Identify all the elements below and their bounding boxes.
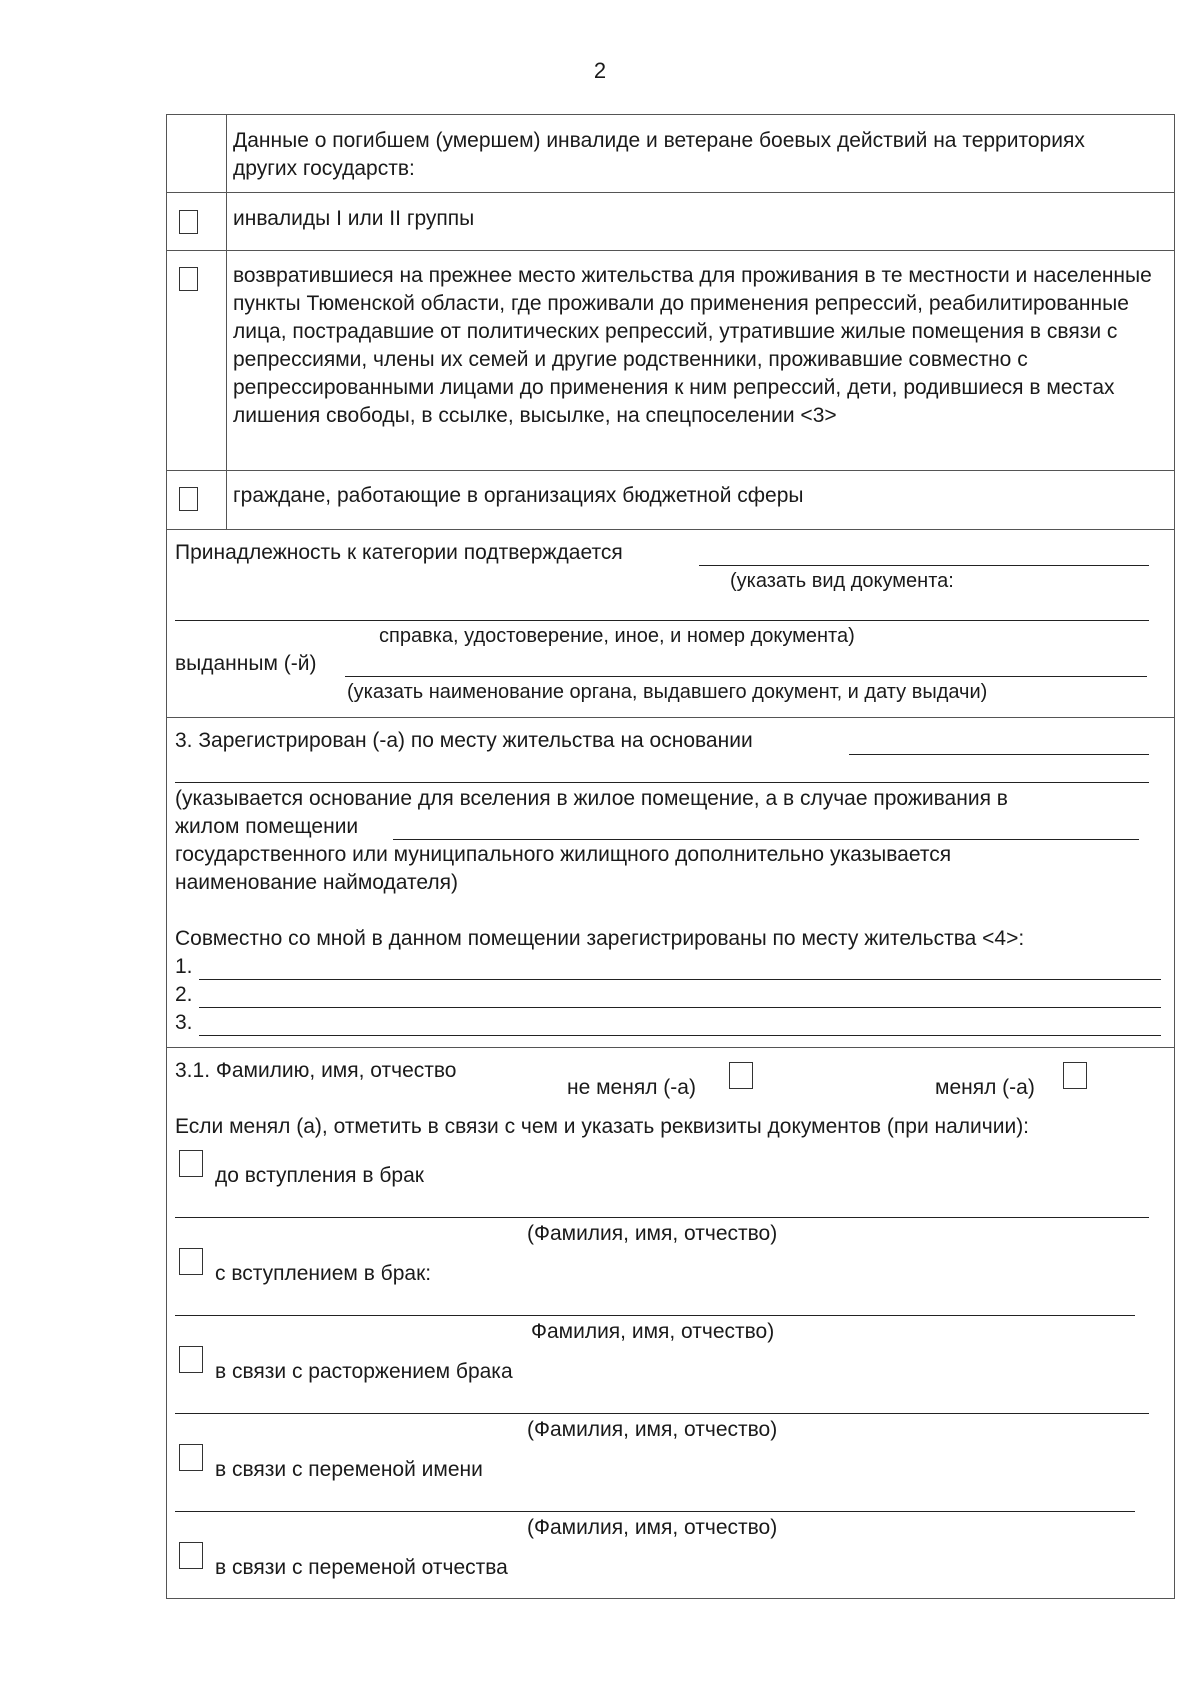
divorce-checkbox[interactable] (179, 1346, 203, 1373)
registration-hint-4: наименование наймодателя) (175, 871, 458, 894)
category-1-checkbox[interactable] (179, 210, 198, 234)
divorce-name-field[interactable] (175, 1413, 1149, 1414)
divorce-label: в связи с расторжением брака (215, 1360, 513, 1383)
confirmation-label: Принадлежность к категории подтверждается (175, 541, 623, 564)
category-3-checkbox[interactable] (179, 487, 198, 511)
document-type-field[interactable] (699, 565, 1149, 566)
issued-by-field[interactable] (345, 676, 1147, 677)
cohabitant-field-1[interactable] (199, 979, 1161, 980)
category-2-checkbox[interactable] (179, 267, 198, 291)
section-divider (167, 1047, 1174, 1048)
name-change-reason-hint: (Фамилия, имя, отчество) (527, 1516, 778, 1539)
before-marriage-label: до вступления в брак (215, 1164, 424, 1187)
registration-basis-field-2[interactable] (175, 782, 1149, 783)
page-number: 2 (593, 58, 607, 83)
name-change-name-field[interactable] (175, 1511, 1135, 1512)
marriage-checkbox[interactable] (179, 1248, 203, 1275)
name-change-instruction: Если менял (а), отметить в связи с чем и указать реквизиты документов (при наличии): (175, 1115, 1030, 1138)
before-marriage-hint: (Фамилия, имя, отчество) (527, 1222, 778, 1245)
name-change-label: 3.1. Фамилию, имя, отчество (175, 1059, 457, 1082)
category-1-label: инвалиды I или II группы (233, 207, 475, 230)
changed-label: менял (-а) (935, 1076, 1035, 1099)
marriage-label: с вступлением в брак: (215, 1262, 432, 1285)
row-divider (167, 529, 1174, 530)
cohabitants-label: Совместно со мной в данном помещении зарегистрированы по месту жительства <4>: (175, 927, 1025, 950)
landlord-field[interactable] (393, 839, 1139, 840)
registration-basis-field[interactable] (849, 754, 1149, 755)
not-changed-label: не менял (-а) (567, 1076, 696, 1099)
marriage-name-field[interactable] (175, 1315, 1135, 1316)
cohabitant-number-2: 2. (175, 983, 193, 1006)
cohabitant-field-2[interactable] (199, 1007, 1161, 1008)
row-divider (167, 192, 1174, 193)
not-changed-checkbox[interactable] (729, 1062, 753, 1089)
row-divider (167, 470, 1174, 471)
checkbox-column-divider (226, 115, 227, 529)
before-marriage-name-field[interactable] (175, 1217, 1149, 1218)
before-marriage-checkbox[interactable] (179, 1150, 203, 1177)
registration-hint-2: жилом помещении (175, 815, 359, 838)
changed-checkbox[interactable] (1063, 1062, 1087, 1089)
divorce-hint: (Фамилия, имя, отчество) (527, 1418, 778, 1441)
document-number-field[interactable] (175, 620, 1149, 621)
cohabitant-number-3: 3. (175, 1011, 193, 1034)
document-type-hint: (указать вид документа: (730, 570, 954, 592)
name-change-checkbox[interactable] (179, 1444, 203, 1471)
category-3-label: граждане, работающие в организациях бюджетной сферы (233, 484, 804, 507)
category-2-label: возвратившиеся на прежнее место жительства для проживания в те местности и населенные пункты Тюменской области, где проживали до применения репрессий, реабилитированные лица, пострадавшие от политических репрессий, утратившие жилые помещения в связи с репрессиями, члены их семей и другие родственники, проживавшие совместно с репрессированными лицами до применения к ним репрессий, дети, родившиеся в местах лишения свободы, в ссылке, высылке, на спецпоселении <3> (233, 264, 1152, 427)
patronymic-change-label: в связи с переменой отчества (215, 1556, 508, 1579)
document-number-hint: справка, удостоверение, иное, и номер документа) (379, 625, 855, 647)
patronymic-change-checkbox[interactable] (179, 1542, 203, 1569)
registration-label: 3. Зарегистрирован (-а) по месту жительства на основании (175, 729, 753, 752)
cohabitant-number-1: 1. (175, 955, 193, 978)
application-form-table (166, 114, 1175, 1599)
row-header-text: Данные о погибшем (умершем) инвалиде и ветеране боевых действий на территориях других государств: (233, 129, 1085, 180)
section-divider (167, 717, 1174, 718)
row-divider (167, 250, 1174, 251)
issued-by-hint: (указать наименование органа, выдавшего документ, и дату выдачи) (347, 681, 988, 703)
registration-hint-1: (указывается основание для вселения в жилое помещение, а в случае проживания в (175, 787, 1008, 810)
name-change-reason-label: в связи с переменой имени (215, 1458, 483, 1481)
marriage-hint: Фамилия, имя, отчество) (531, 1320, 775, 1343)
registration-hint-3: государственного или муниципального жилищного дополнительно указывается (175, 843, 952, 866)
cohabitant-field-3[interactable] (199, 1035, 1161, 1036)
issued-by-label: выданным (-й) (175, 652, 317, 675)
